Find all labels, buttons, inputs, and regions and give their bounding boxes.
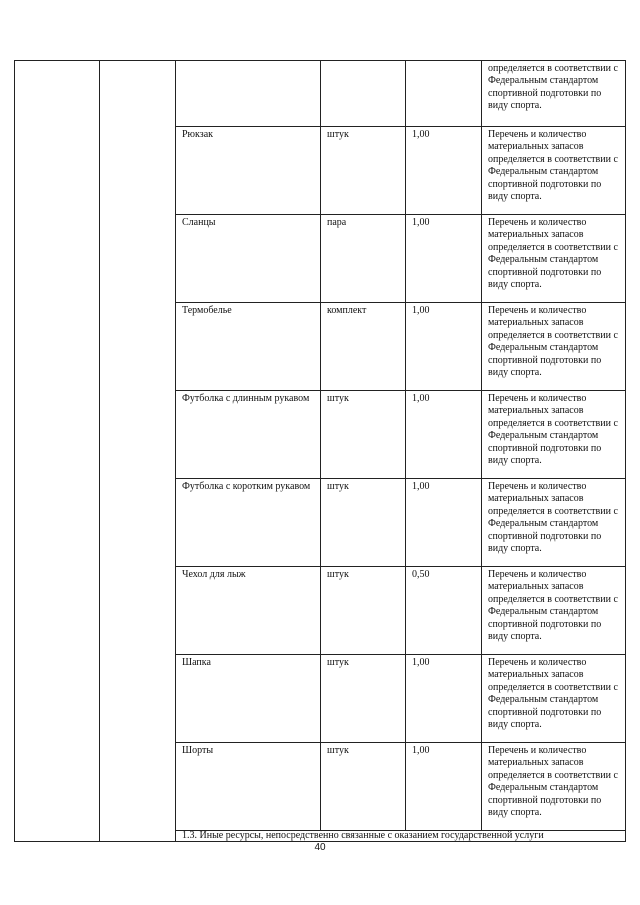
unit-cell: пара [321,215,406,303]
item-name-cell: Чехол для лыж [176,567,321,655]
quantity-cell: 1,00 [406,391,482,479]
note-cell: определяется в соответствии с Федеральным стандартом спортивной подготовки по виду спорта. [482,61,626,127]
item-name-cell: Шорты [176,743,321,831]
resources-table [14,60,626,842]
quantity-cell: 1,00 [406,743,482,831]
note-cell: Перечень и количество материальных запасов определяется в соответствии с Федеральным стандартом спортивной подготовки по виду спорта. [482,743,626,831]
item-name-cell: Рюкзак [176,127,321,215]
resources-table-body [15,61,626,842]
note-cell: Перечень и количество материальных запасов определяется в соответствии с Федеральным стандартом спортивной подготовки по виду спорта. [482,567,626,655]
quantity-cell: 0,50 [406,567,482,655]
quantity-cell: 1,00 [406,127,482,215]
unit-cell: штук [321,391,406,479]
note-cell: Перечень и количество материальных запасов определяется в соответствии с Федеральным стандартом спортивной подготовки по виду спорта. [482,391,626,479]
item-name-cell: Футболка с коротким рукавом [176,479,321,567]
quantity-cell: 1,00 [406,215,482,303]
item-name-cell: Термобелье [176,303,321,391]
table-row [15,61,626,127]
unit-cell: штук [321,127,406,215]
unit-cell: штук [321,567,406,655]
section-heading-cell: 1.3. Иные ресурсы, непосредственно связанные с оказанием государственной услуги [176,831,626,842]
quantity-cell [406,61,482,127]
note-cell: Перечень и количество материальных запасов определяется в соответствии с Федеральным стандартом спортивной подготовки по виду спорта. [482,479,626,567]
unit-cell [321,61,406,127]
quantity-cell: 1,00 [406,303,482,391]
note-cell: Перечень и количество материальных запасов определяется в соответствии с Федеральным стандартом спортивной подготовки по виду спорта. [482,655,626,743]
note-cell: Перечень и количество материальных запасов определяется в соответствии с Федеральным стандартом спортивной подготовки по виду спорта. [482,215,626,303]
merged-blank-cell-2 [100,61,176,842]
page-number: 40 [314,842,326,853]
item-name-cell: Сланцы [176,215,321,303]
unit-cell: штук [321,743,406,831]
note-cell: Перечень и количество материальных запасов определяется в соответствии с Федеральным стандартом спортивной подготовки по виду спорта. [482,127,626,215]
item-name-cell: Шапка [176,655,321,743]
unit-cell: комплект [321,303,406,391]
unit-cell: штук [321,655,406,743]
item-name-cell [176,61,321,127]
quantity-cell: 1,00 [406,479,482,567]
note-cell: Перечень и количество материальных запасов определяется в соответствии с Федеральным стандартом спортивной подготовки по виду спорта. [482,303,626,391]
quantity-cell: 1,00 [406,655,482,743]
unit-cell: штук [321,479,406,567]
item-name-cell: Футболка с длинным рукавом [176,391,321,479]
merged-blank-cell-1 [15,61,100,842]
